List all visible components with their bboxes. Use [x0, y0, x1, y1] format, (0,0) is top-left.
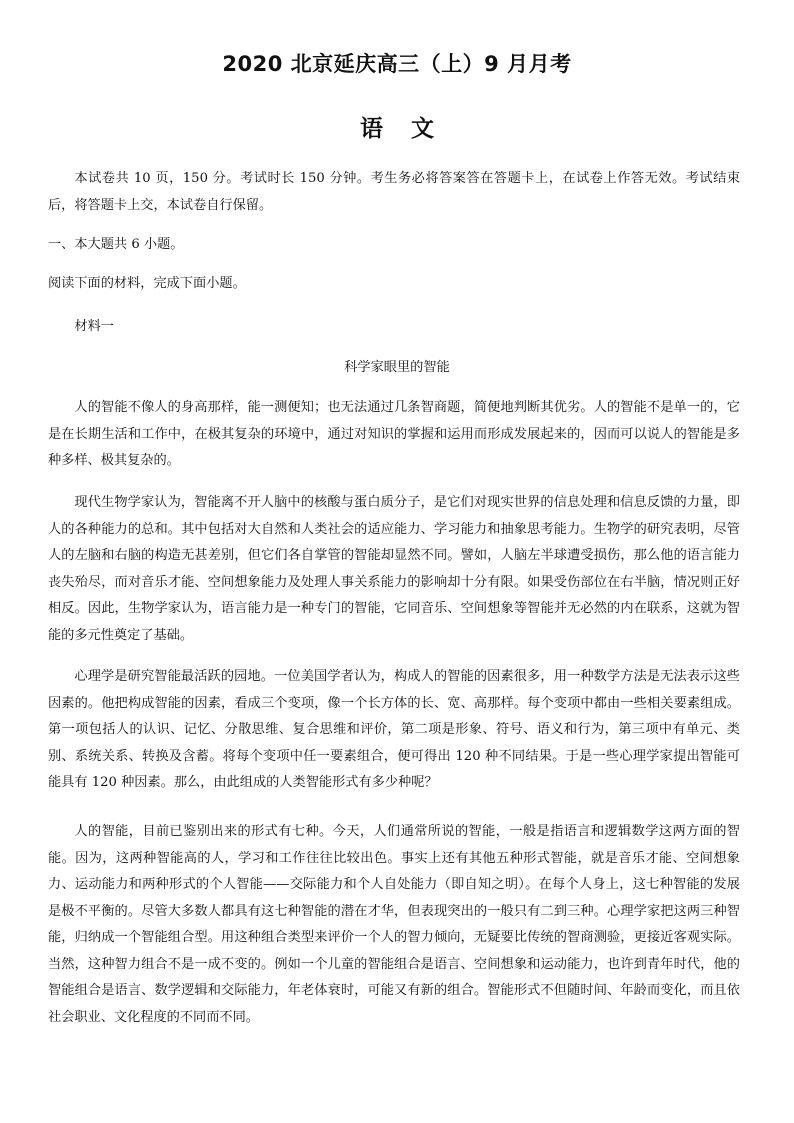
exam-title: 2020 北京延庆高三（上）9 月月考 [222, 52, 572, 76]
material-title: 科学家眼里的智能 [344, 360, 450, 375]
paragraph-1: 人的智能不像人的身高那样，能一测便知；也无法通过几条智商题，简便地判断其优劣。人的智能不是单一的，它是在长期生活和工作中，在极其复杂的环境中，通过对知识的掌握和运用而形成发展起来的，因而可以说人的智能是多种多样、极其复杂的。 [48, 400, 740, 468]
subject-title: 语文 [360, 116, 462, 142]
exam-instructions: 本试卷共 10 页，150 分。考试时长 150 分钟。考生务必将答案答在答题卡上，在试卷上作答无效。考试结束后，将答题卡上交，本试卷自行保留。 [48, 171, 740, 213]
paragraph-4: 人的智能，目前已鉴别出来的形式有七种。今天，人们通常所说的智能，一般是指语言和逻辑数学这两方面的智能。因为，这两种智能高的人，学习和工作往往比较出色。事实上还有其他五种形式智能，就是音乐才能、空间想象力、运动能力和两种形式的个人智能——交际能力和个人自处能力（即自知之明）。在每个人身上，这七种智能的发展是极不平衡的。尽管大多数人都具有这七种智能的潜在才华，但表现突出的一般只有二到三种。心理学家把这两三种智能，归纳成一个智能组合型。用这种组合类型来评价一个人的智力倾向，无疑要比传统的智商测验，更接近客观实际。当然，这种智力组合不是一成不变的。例如一个儿童的智能组合是语言、空间想象和运动能力，也许到青年时代，他的智能组合是语言、数学逻辑和交际能力，年老体衰时，可能又有新的组合。智能形式不但随时间、年龄而变化，而且依社会职业、文化程度的不同而不同。 [48, 824, 740, 1025]
section-heading: 一、本大题共 6 小题。 [48, 237, 184, 252]
paragraph-3: 心理学是研究智能最活跃的园地。一位美国学者认为，构成人的智能的因素很多，用一种数学方法是无法表示这些因素的。他把构成智能的因素，看成三个变项，像一个长方体的长、宽、高那样。每个变项中都由一些相关要素组成。第一项包括人的认识、记忆、分散思维、复合思维和评价，第二项是形象、符号、语义和行为，第三项中有单元、类别、系统关系、转换及含蓄。将每个变项中任一要素组合，便可得出 120 种不同结果。于是一些心理学家提出智能可能具有 120 种因素。那么，由此组成的人类智能形式有多少种呢？ [48, 669, 740, 790]
material-label: 材料一 [74, 319, 114, 334]
reading-prompt: 阅读下面的材料，完成下面小题。 [48, 276, 246, 291]
paragraph-2: 现代生物学家认为，智能离不开人脑中的核酸与蛋白质分子，是它们对现实世界的信息处理和信息反馈的力量，即人的各种能力的总和。其中包括对大自然和人类社会的适应能力、学习能力和抽象思考能力。生物学的研究表明，尽管人的左脑和右脑的构造无甚差别，但它们各自掌管的智能却显然不同。譬如，人脑左半球遭受损伤，那么他的语言能力丧失殆尽，而对音乐才能、空间想象能力及处理人事关系能力的影响却十分有限。如果受伤部位在右半脑，情况则正好相反。因此，生物学家认为，语言能力是一种专门的智能，它同音乐、空间想象等智能并无必然的内在联系，这就为智能的多元性奠定了基础。 [48, 495, 740, 643]
